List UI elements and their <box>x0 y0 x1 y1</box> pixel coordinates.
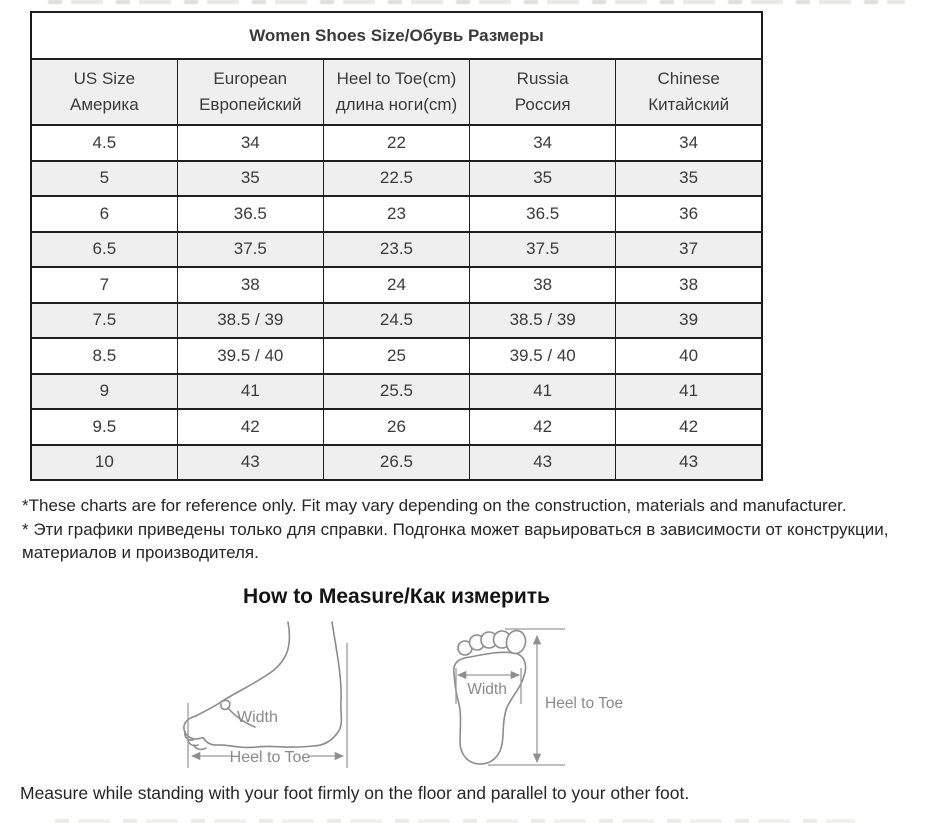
size-cell: 43 <box>177 445 323 481</box>
column-header-line2: Европейский <box>199 95 302 114</box>
size-cell: 39.5 / 40 <box>470 338 616 374</box>
size-chart-table <box>30 11 763 481</box>
size-cell: 38.5 / 39 <box>177 303 323 339</box>
size-cell: 39.5 / 40 <box>177 338 323 374</box>
size-cell: 34 <box>616 125 762 161</box>
size-cell: 25 <box>323 338 469 374</box>
table-row <box>31 232 762 268</box>
size-cell: 23 <box>323 196 469 232</box>
size-cell: 7.5 <box>31 303 177 339</box>
table-row <box>31 338 762 374</box>
size-cell: 6 <box>31 196 177 232</box>
column-header-line1: Chinese <box>657 68 720 88</box>
cropped-text-artifact-bottom <box>55 819 855 823</box>
size-cell: 38 <box>616 267 762 303</box>
size-cell: 34 <box>470 125 616 161</box>
column-header-line1: US Size <box>73 68 136 88</box>
heel-to-toe-label: Heel to Toe <box>229 749 311 766</box>
column-header-heel-to-toe <box>323 59 469 125</box>
size-cell: 22 <box>323 125 469 161</box>
size-cell: 41 <box>177 374 323 410</box>
size-cell: 34 <box>177 125 323 161</box>
size-cell: 9.5 <box>31 409 177 445</box>
size-cell: 23.5 <box>323 232 469 268</box>
size-cell: 4.5 <box>31 125 177 161</box>
size-cell: 24.5 <box>323 303 469 339</box>
size-cell: 38.5 / 39 <box>470 303 616 339</box>
table-header-row <box>31 59 762 125</box>
width-label: Width <box>237 709 278 726</box>
column-header-chinese <box>616 59 762 125</box>
foot-outline-side <box>184 622 342 749</box>
size-cell: 37 <box>616 232 762 268</box>
cropped-text-artifact-top <box>48 0 905 4</box>
table-row <box>31 125 762 161</box>
table-row <box>31 267 762 303</box>
size-cell: 35 <box>470 161 616 197</box>
column-header-european <box>177 59 323 125</box>
size-cell: 41 <box>470 374 616 410</box>
side-view-foot-diagram <box>175 618 420 780</box>
column-header-line2: Китайский <box>648 95 730 114</box>
size-cell: 36 <box>616 196 762 232</box>
size-cell: 36.5 <box>470 196 616 232</box>
size-cell: 8.5 <box>31 338 177 374</box>
table-row <box>31 409 762 445</box>
reference-notes <box>22 494 927 565</box>
size-cell: 43 <box>616 445 762 481</box>
table-row <box>31 374 762 410</box>
size-cell: 35 <box>616 161 762 197</box>
size-cell: 9 <box>31 374 177 410</box>
column-header-line1: European <box>213 68 288 88</box>
size-cell: 43 <box>470 445 616 481</box>
column-header-line1: Heel to Toe(cm) <box>336 68 457 88</box>
column-header-us-size <box>31 59 177 125</box>
size-cell: 42 <box>470 409 616 445</box>
size-cell: 24 <box>323 267 469 303</box>
table-row <box>31 161 762 197</box>
note-russian: * Эти графики приведены только для справки. Подгонка может варьироваться в зависимости от конструкции, материалов и производителя. <box>22 519 889 562</box>
heel-to-toe-label: Heel to Toe <box>545 695 624 712</box>
size-cell: 42 <box>616 409 762 445</box>
width-label: Width <box>467 681 507 698</box>
column-header-russia <box>470 59 616 125</box>
size-cell: 22.5 <box>323 161 469 197</box>
size-cell: 37.5 <box>177 232 323 268</box>
size-cell: 42 <box>177 409 323 445</box>
table-row <box>31 196 762 232</box>
table-title-row <box>31 12 762 59</box>
heel-to-toe-dimension <box>188 643 347 768</box>
size-cell: 39 <box>616 303 762 339</box>
how-to-measure-heading: How to Measure/Как измерить <box>243 585 550 608</box>
size-cell: 38 <box>470 267 616 303</box>
table-title: Women Shoes Size/Обувь Размеры <box>31 12 762 59</box>
column-header-line2: длина ноги(cm) <box>335 95 458 114</box>
size-cell: 7 <box>31 267 177 303</box>
size-cell: 10 <box>31 445 177 481</box>
column-header-line1: Russia <box>516 68 569 88</box>
size-cell: 38 <box>177 267 323 303</box>
column-header-line2: Америка <box>69 95 139 114</box>
size-cell: 26 <box>323 409 469 445</box>
table-row <box>31 445 762 481</box>
measuring-instruction: Measure while standing with your foot firmly on the floor and parallel to your other foot. <box>20 783 690 803</box>
size-cell: 37.5 <box>470 232 616 268</box>
size-cell: 5 <box>31 161 177 197</box>
column-header-line2: Россия <box>514 95 571 114</box>
size-cell: 6.5 <box>31 232 177 268</box>
size-cell: 26.5 <box>323 445 469 481</box>
size-cell: 35 <box>177 161 323 197</box>
size-cell: 25.5 <box>323 374 469 410</box>
size-cell: 40 <box>616 338 762 374</box>
size-cell: 36.5 <box>177 196 323 232</box>
sole-view-foot-diagram <box>428 612 648 777</box>
size-cell: 41 <box>616 374 762 410</box>
note-english: *These charts are for reference only. Fit may vary depending on the construction, materials and manufacturer. <box>22 496 847 515</box>
table-row <box>31 303 762 339</box>
